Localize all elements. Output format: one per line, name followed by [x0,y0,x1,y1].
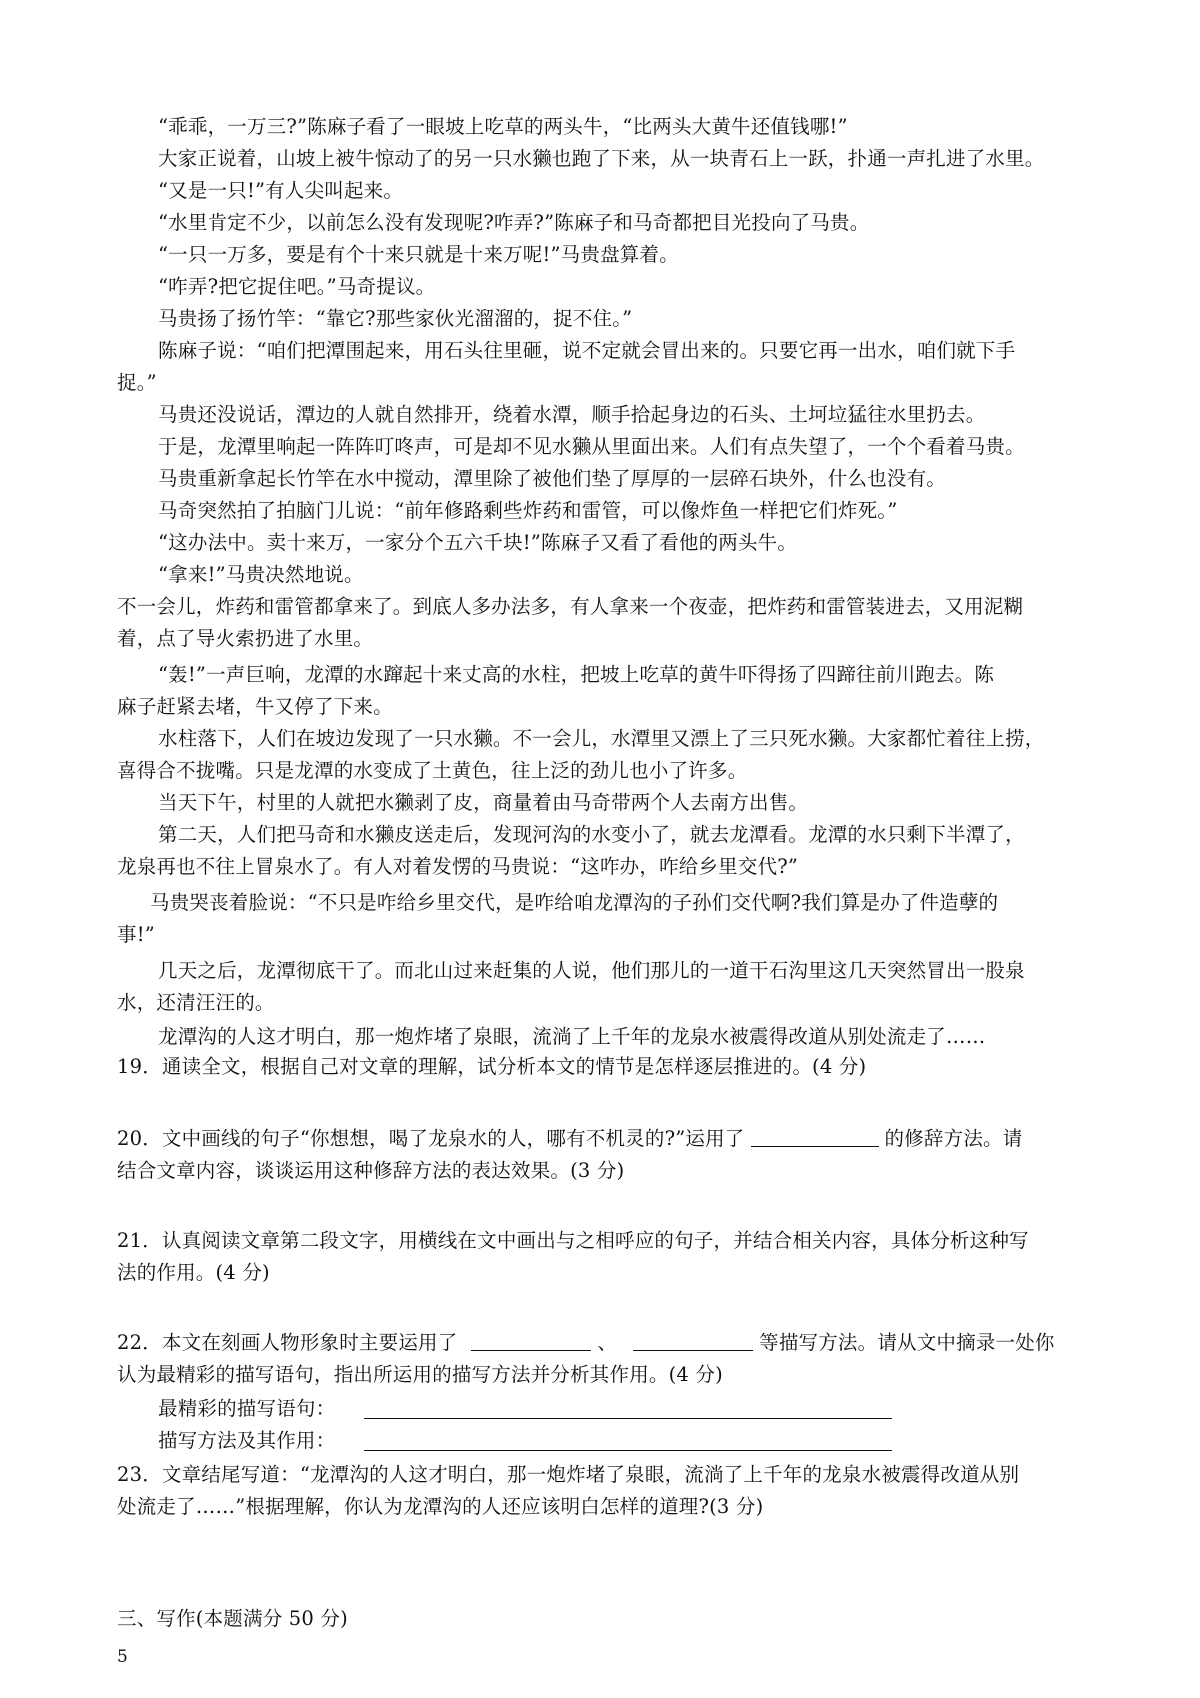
story-line: “又是一只!”有人尖叫起来。 [158,179,404,202]
story-line: 喜得合不拢嘴。只是龙潭的水变成了土黄色，往上泛的劲儿也小了许多。 [117,759,748,782]
story-line: “一只一万多，要是有个十来只就是十来万呢!”马贵盘算着。 [158,243,679,266]
story-line: 当天下午，村里的人就把水獭剥了皮，商量着由马奇带两个人去南方出售。 [158,791,809,814]
story-line: 龙潭沟的人这才明白，那一炮炸堵了泉眼，流淌了上千年的龙泉水被震得改道从别处流走了…… [158,1025,986,1048]
story-line: “咋弄?把它捉住吧。”马奇提议。 [158,275,436,298]
story-line: 马贵重新拿起长竹竿在水中搅动，潭里除了被他们垫了厚厚的一层碎石块外，什么也没有。 [158,467,947,490]
story-line: 几天之后，龙潭彻底干了。而北山过来赶集的人说，他们那儿的一道干石沟里这几天突然冒出一股泉 [158,959,1025,982]
answer-blank[interactable] [751,1126,879,1147]
story-line: 麻子赶紧去堵，牛又停了下来。 [117,695,393,718]
question-20 [0,1124,1200,1154]
question-20-line2: 结合文章内容，谈谈运用这种修辞方法的表达效果。(3 分) [117,1159,625,1182]
story-line: 陈麻子说：“咱们把潭围起来，用石头往里砸，说不定就会冒出来的。只要它再一出水，咱们就下手 [158,339,1016,362]
story-line: “水里肯定不少，以前怎么没有发现呢?咋弄?”陈麻子和马奇都把目光投向了马贵。 [158,211,870,234]
story-line: 水，还清汪汪的。 [117,991,275,1014]
page-number: 5 [117,1647,128,1667]
question-19: 19．通读全文，根据自己对文章的理解，试分析本文的情节是怎样逐层推进的。(4 分) [117,1055,867,1078]
answer-line[interactable] [364,1418,892,1419]
story-line: 马贵扬了扬竹竿：“靠它?那些家伙光溜溜的，捉不住。” [158,307,633,330]
story-line: 马奇突然拍了拍脑门儿说：“前年修路剩些炸药和雷管，可以像炸鱼一样把它们炸死。” [158,499,898,522]
story-line: 马贵还没说话，潭边的人就自然排开，绕着水潭，顺手拾起身边的石头、土坷垃猛往水里扔去。 [158,403,986,426]
question-22 [0,1328,1200,1358]
story-line: “拿来!”马贵决然地说。 [158,563,364,586]
question-21-line2: 法的作用。(4 分) [117,1261,270,1284]
story-line: 事!” [117,923,155,946]
story-line: “这办法中。卖十来万，一家分个五六千块!”陈麻子又看了看他的两头牛。 [158,531,798,554]
question-21: 21．认真阅读文章第二段文字，用横线在文中画出与之相呼应的句子，并结合相关内容，具体分析这种写 [117,1229,1029,1252]
question-22-line2: 认为最精彩的描写语句，指出所运用的描写方法并分析其作用。(4 分) [117,1363,723,1386]
story-line: 捉。” [117,371,157,394]
question-20-text-end: 的修辞方法。请 [884,1127,1023,1150]
story-line: 龙泉再也不往上冒泉水了。有人对着发愣的马贵说：“这咋办，咋给乡里交代?” [117,855,799,878]
question-23: 23．文章结尾写道：“龙潭沟的人这才明白，那一炮炸堵了泉眼，流淌了上千年的龙泉水被震得改道从别 [117,1463,1020,1486]
answer-line[interactable] [364,1450,892,1451]
question-22-label-method: 描写方法及其作用： [158,1429,336,1452]
story-line: “乖乖，一万三?”陈麻子看了一眼坡上吃草的两头牛，“比两头大黄牛还值钱哪!” [158,115,848,138]
story-line: 着，点了导火索扔进了水里。 [117,627,374,650]
question-22-label-sentence: 最精彩的描写语句： [158,1397,336,1420]
story-line: 水柱落下，人们在坡边发现了一只水獭。不一会儿，水潭里又漂上了三只死水獭。大家都忙着往上捞， [158,727,1045,750]
story-line: 大家正说着，山坡上被牛惊动了的另一只水獭也跑了下来，从一块青石上一跃，扑通一声扎进了水里。 [158,147,1045,170]
story-line: 第二天，人们把马奇和水獭皮送走后，发现河沟的水变小了，就去龙潭看。龙潭的水只剩下半潭了， [158,823,1025,846]
question-22-separator: 、 [597,1331,618,1354]
answer-blank[interactable] [471,1330,591,1351]
question-20-text: 20．文中画线的句子“你想想，喝了龙泉水的人，哪有不机灵的?”运用了 [117,1127,745,1150]
answer-blank[interactable] [633,1330,753,1351]
question-22-text-end: 等描写方法。请从文中摘录一处你 [759,1331,1055,1354]
story-line: “轰!”一声巨响，龙潭的水蹿起十来丈高的水柱，把坡上吃草的黄牛吓得扬了四蹄往前川跑去。陈 [158,663,995,686]
story-line: 不一会儿，炸药和雷管都拿来了。到底人多办法多，有人拿来一个夜壶，把炸药和雷管装进去，又用泥糊 [117,595,1024,618]
section-heading: 三、写作(本题满分 50 分) [117,1607,348,1630]
question-23-line2: 处流走了……”根据理解，你认为龙潭沟的人还应该明白怎样的道理?(3 分) [117,1495,764,1518]
story-line: 于是，龙潭里响起一阵阵叮咚声，可是却不见水獭从里面出来。人们有点失望了，一个个看着马贵。 [158,435,1025,458]
question-22-text: 22．本文在刻画人物形象时主要运用了 [117,1331,458,1354]
story-line: 马贵哭丧着脸说：“不只是咋给乡里交代，是咋给咱龙潭沟的子孙们交代啊?我们算是办了件造孽的 [150,891,999,914]
